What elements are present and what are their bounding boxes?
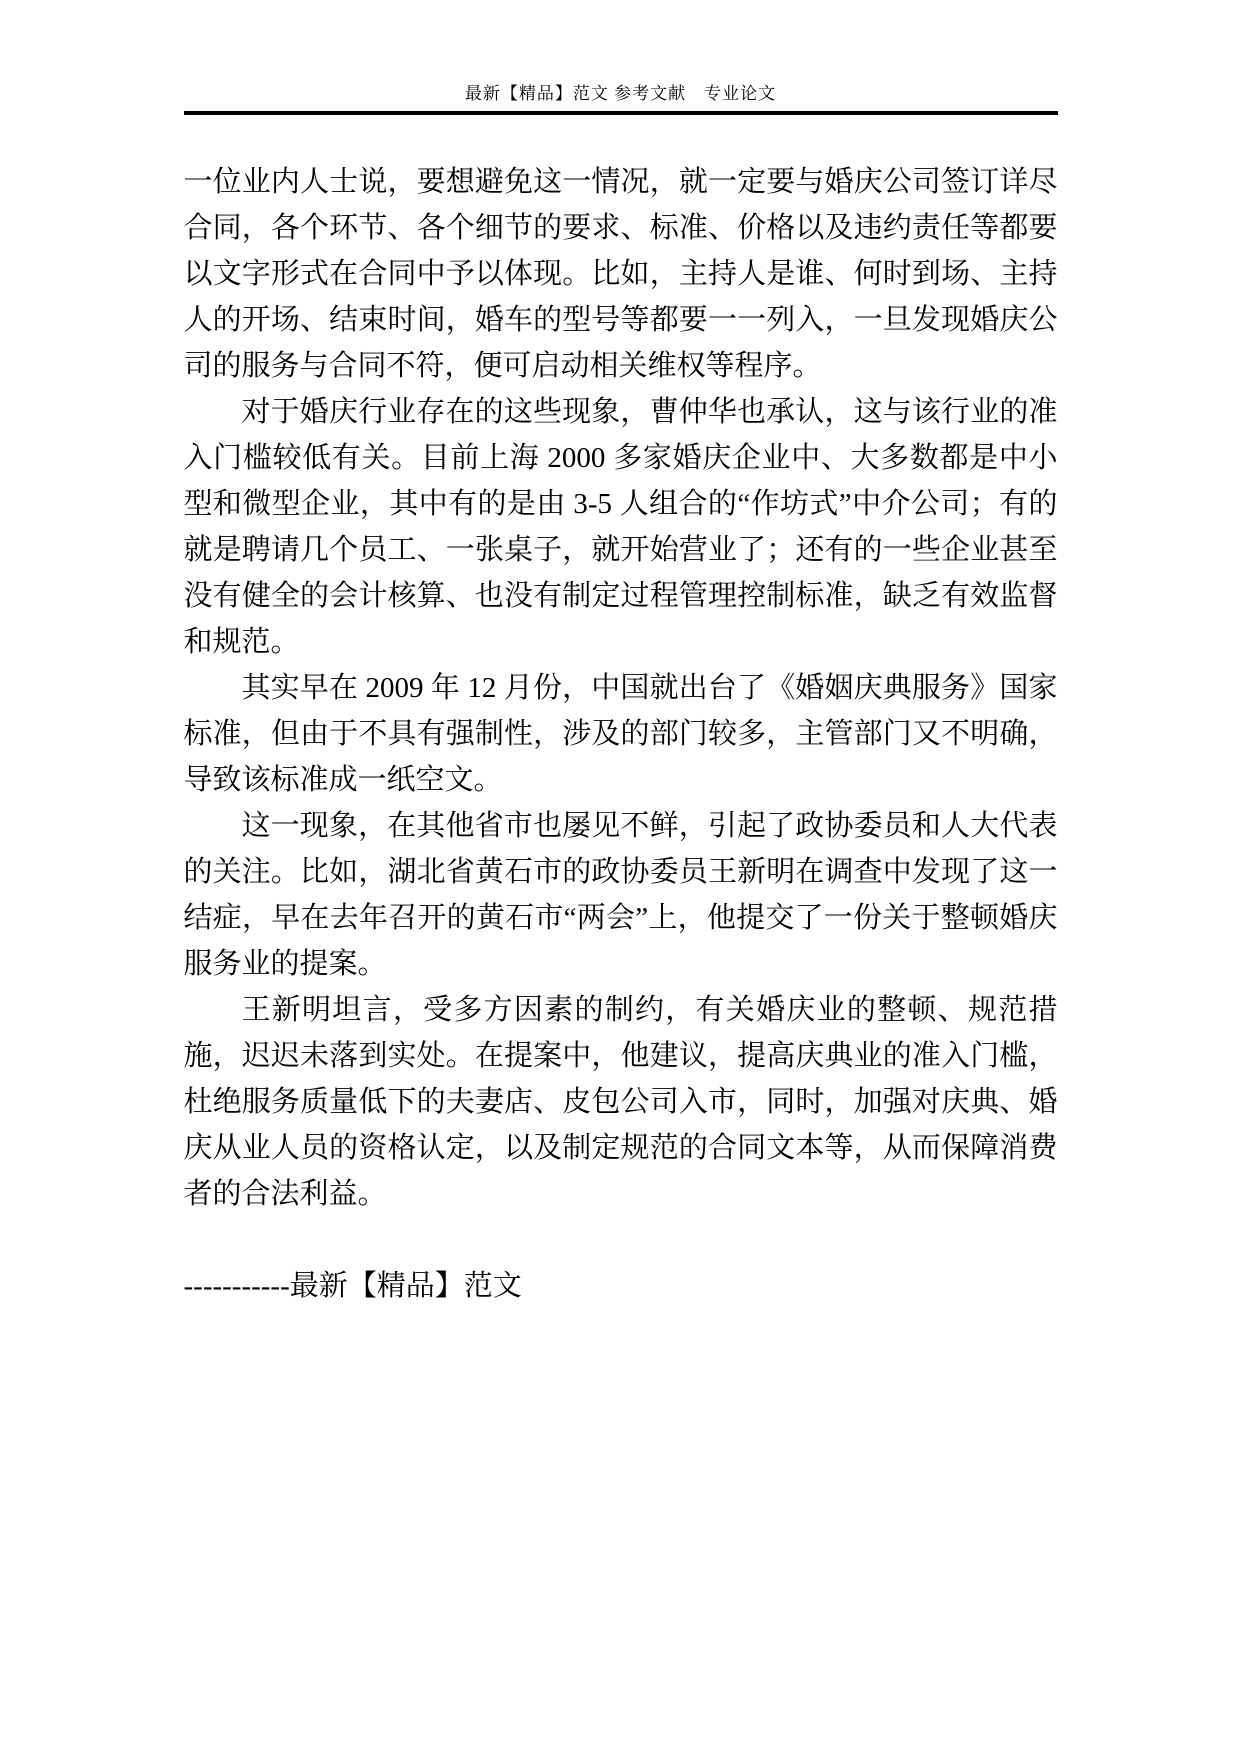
page-header-title: 最新【精品】范文 参考文献 专业论文 xyxy=(464,84,777,103)
paragraph: 对于婚庆行业存在的这些现象，曹仲华也承认，这与该行业的准入门槛较低有关。目前上海 2000 多家婚庆企业中、大多数都是中小型和微型企业，其中有的是由 3-5 人组合的“作坊式”中介公司；有的就是聘请几个员工、一张桌子，就开始营业了；还有的一些企业甚至没有健全的会计核算、也没有制定过程管理控制标准，缺乏有效监督和规范。 xyxy=(183,396,1058,658)
paragraph: 一位业内人士说，要想避免这一情况，就一定要与婚庆公司签订详尽合同，各个环节、各个细节的要求、标准、价格以及违约责任等都要以文字形式在合同中予以体现。比如，主持人是谁、何时到场、主持人的开场、结束时间，婚车的型号等都要一一列入，一旦发现婚庆公司的服务与合同不符，便可启动相关维权等程序。 xyxy=(183,166,1058,382)
paragraph: 这一现象，在其他省市也屡见不鲜，引起了政协委员和人大代表的关注。比如，湖北省黄石市的政协委员王新明在调查中发现了这一结症，早在去年召开的黄石市“两会”上，他提交了一份关于整顿婚庆服务业的提案。 xyxy=(183,810,1058,980)
paragraph: 王新明坦言，受多方因素的制约，有关婚庆业的整顿、规范措施，迟迟未落到实处。在提案中，他建议，提高庆典业的准入门槛，杜绝服务质量低下的夫妻店、皮包公司入市，同时，加强对庆典、婚庆从业人员的资格认定，以及制定规范的合同文本等，从而保障消费者的合法利益。 xyxy=(183,994,1058,1210)
header-rule xyxy=(184,111,1058,115)
page-footer-line: -----------最新【精品】范文 xyxy=(183,1270,522,1302)
paragraph: 其实早在 2009 年 12 月份，中国就出台了《婚姻庆典服务》国家标准，但由于不具有强制性，涉及的部门较多，主管部门又不明确，导致该标准成一纸空文。 xyxy=(183,672,1058,796)
document-body xyxy=(184,159,1058,1217)
